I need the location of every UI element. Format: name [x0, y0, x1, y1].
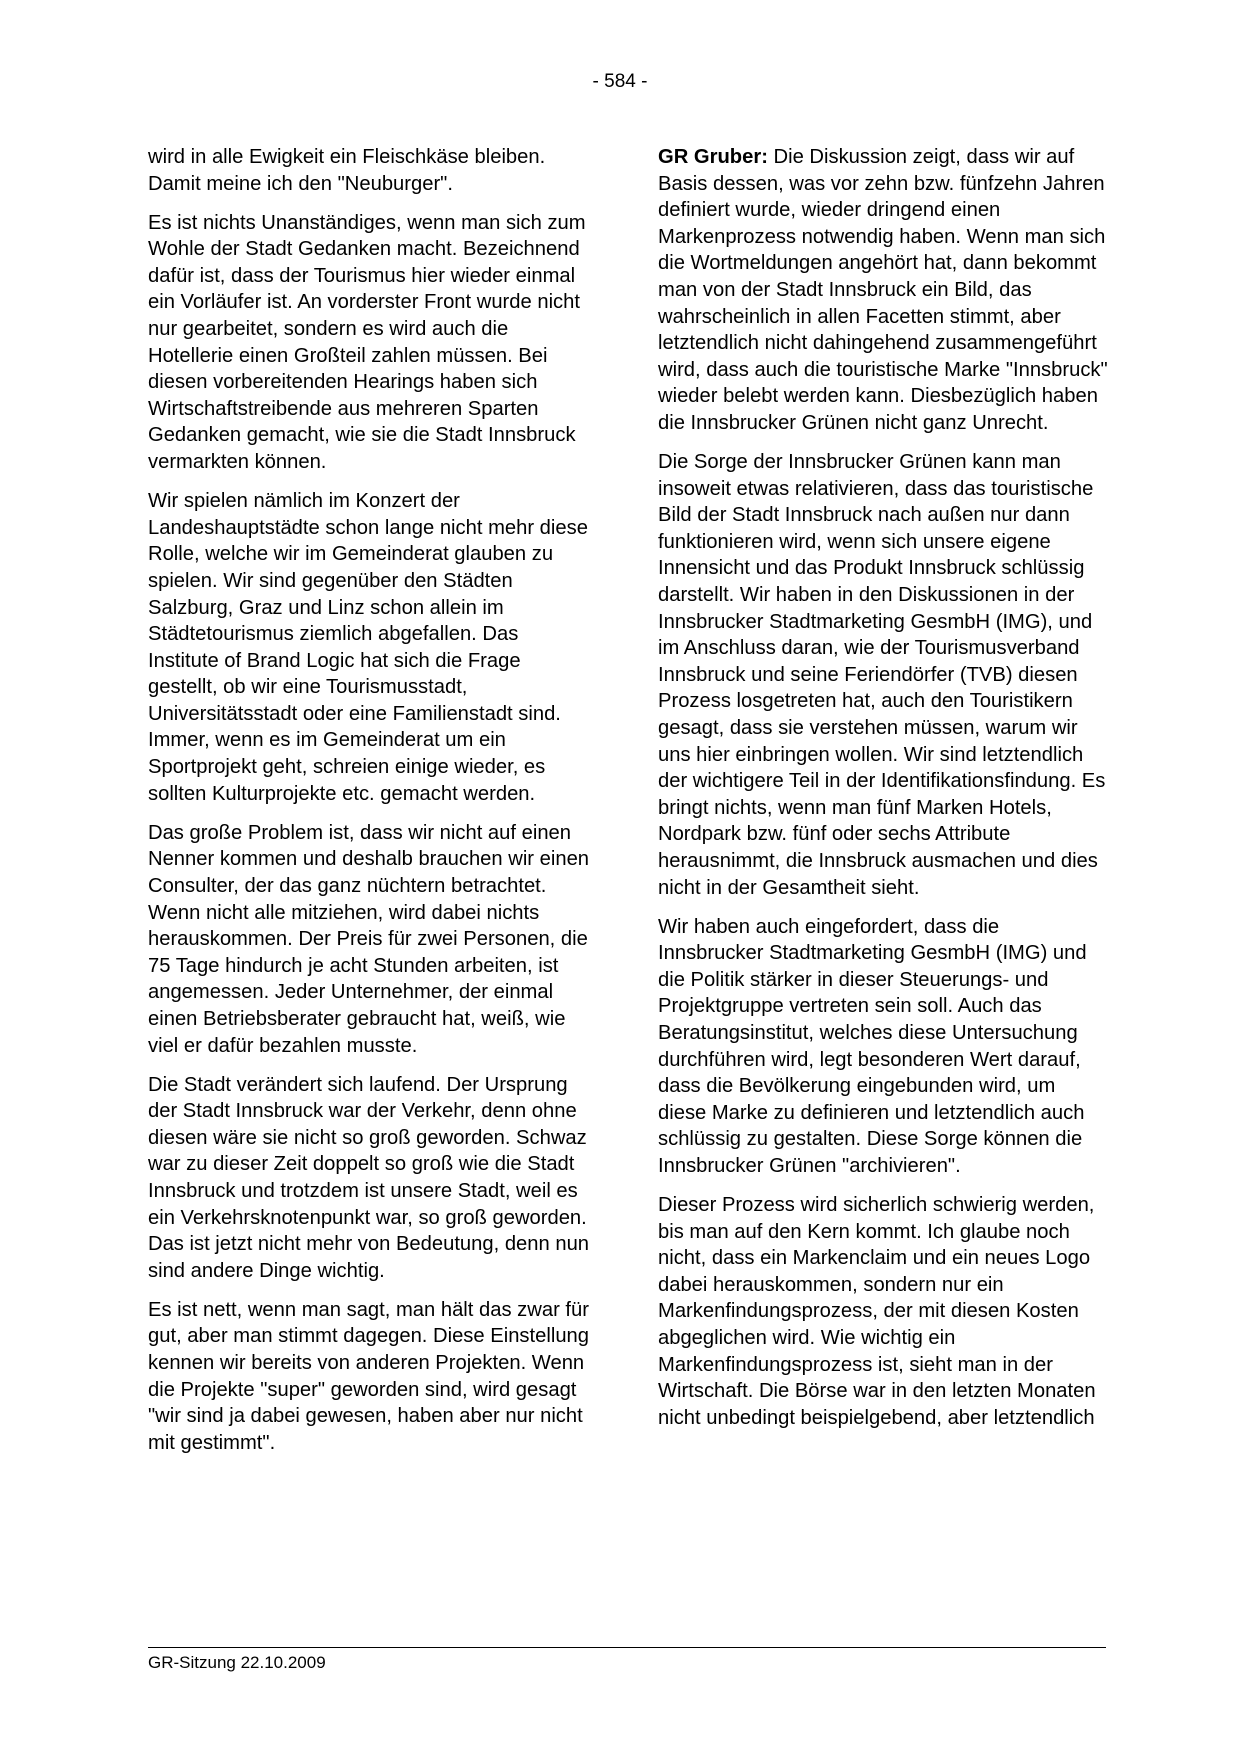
page-number: - 584 -: [592, 71, 648, 92]
speaker-name: GR Gruber:: [658, 146, 768, 168]
right-column: [658, 144, 1108, 1444]
paragraph: Die Stadt verändert sich laufend. Der Ursprung der Stadt Innsbruck war der Verkehr, denn ohne diesen wäre sie nicht so groß geworden. Schwaz war zu dieser Zeit doppelt so groß wie die Stadt Innsbruck und trotzdem ist unsere Stadt, weil es ein Verkehrsknotenpunkt war, so groß geworden. Das ist jetzt nicht mehr von Bedeutung, denn nun sind andere Dinge wichtig.: [148, 1073, 590, 1282]
footer-divider: [148, 1647, 1106, 1648]
paragraph: Die Sorge der Innsbrucker Grünen kann man insoweit etwas relativieren, dass das touristische Bild der Stadt Innsbruck nach außen nur dann funktionieren wird, wenn sich unsere eigene Innensicht und das Produkt Innsbruck schlüssig darstellt. Wir haben in den Diskussionen in der Innsbrucker Stadtmarketing GesmbH (IMG), und im Anschluss daran, wie der Tourismusverband Innsbruck und seine Feriendörfer (TVB) diesen Prozess losgetreten hat, auch den Touristikern gesagt, dass sie verstehen müssen, warum wir uns hier einbringen wollen. Wir sind letztendlich der wichtigere Teil in der Identifikationsfindung. Es bringt nichts, wenn man fünf Marken Hotels, Nordpark bzw. fünf oder sechs Attribute herausnimmt, die Innsbruck ausmachen und dies nicht in der Gesamtheit sieht.: [658, 451, 1106, 899]
paragraph: wird in alle Ewigkeit ein Fleischkäse bleiben. Damit meine ich den "Neuburger".: [148, 146, 546, 195]
paragraph: Wir haben auch eingefordert, dass die Innsbrucker Stadtmarketing GesmbH (IMG) und die Politik stärker in dieser Steuerungs- und Projektgruppe vertreten sein soll. Auch das Beratungsinstitut, welches diese Untersuchung durchführen wird, legt besonderen Wert darauf, dass die Bevölkerung eingebunden wird, um diese Marke zu definieren und letztendlich auch schlüssig zu gestalten. Diese Sorge können die Innsbrucker Grünen "archivieren".: [658, 915, 1087, 1177]
paragraph: Dieser Prozess wird sicherlich schwierig werden, bis man auf den Kern kommt. Ich glaube noch nicht, dass ein Markenclaim und ein neues Logo dabei herauskommen, sondern nur ein Markenfindungsprozess, der mit diesen Kosten abgeglichen wird. Wie wichtig ein Markenfindungsprozess ist, sieht man in der Wirtschaft. Die Börse war in den letzten Monaten nicht unbedingt beispielgebend, aber letztendlich: [658, 1194, 1096, 1429]
paragraph: Es ist nett, wenn man sagt, man hält das zwar für gut, aber man stimmt dagegen. Diese Einstellung kennen wir bereits von anderen Projekten. Wenn die Projekte "super" geworden sind, wird gesagt "wir sind ja dabei gewesen, haben aber nur nicht mit gestimmt".: [148, 1298, 590, 1454]
paragraph: Wir spielen nämlich im Konzert der Landeshauptstädte schon lange nicht mehr diese Rolle, welche wir im Gemeinderat glauben zu spielen. Wir sind gegenüber den Städten Salzburg, Graz und Linz schon allein im Städtetourismus ziemlich abgefallen. Das Institute of Brand Logic hat sich die Frage gestellt, ob wir eine Tourismusstadt, Universitätsstadt oder eine Familienstadt sind. Immer, wenn es im Gemeinderat um ein Sportprojekt geht, schreien einige wieder, es sollten Kulturprojekte etc. gemacht werden.: [148, 490, 588, 805]
speaker-statement: Die Diskussion zeigt, dass wir auf Basis dessen, was vor zehn bzw. fünfzehn Jahren definiert wurde, wieder dringend einen Markenprozess notwendig haben. Wenn man sich die Wortmeldungen angehört hat, dann bekommt man von der Stadt Innsbruck ein Bild, das wahrscheinlich in allen Facetten stimmt, aber letztendlich nicht dahingehend zusammengeführt wird, dass auch die touristische Marke "Innsbruck" wieder belebt werden kann. Diesbezüglich haben die Innsbrucker Grünen nicht ganz Unrecht.: [658, 146, 1108, 434]
paragraph: Es ist nichts Unanständiges, wenn man sich zum Wohle der Stadt Gedanken macht. Bezeichnend dafür ist, dass der Tourismus hier wieder einmal ein Vorläufer ist. An vorderster Front wurde nicht nur gearbeitet, sondern es wird auch die Hotellerie einen Großteil zahlen müssen. Bei diesen vorbereitenden Hearings haben sich Wirtschaftstreibende aus mehreren Sparten Gedanken gemacht, wie sie die Stadt Innsbruck vermarkten können.: [148, 211, 586, 474]
footer-session-date: GR-Sitzung 22.10.2009: [148, 1653, 326, 1672]
paragraph: Das große Problem ist, dass wir nicht auf einen Nenner kommen und deshalb brauchen wir einen Consulter, der das ganz nüchtern betrachtet. Wenn nicht alle mitziehen, wird dabei nichts herauskommen. Der Preis für zwei Personen, die 75 Tage hindurch je acht Stunden arbeiten, ist angemessen. Jeder Unternehmer, der einmal einen Betriebsberater gebraucht hat, weiß, wie viel er dafür bezahlen musste.: [148, 821, 590, 1057]
left-column: [148, 144, 593, 1469]
speaker-paragraph: [658, 144, 1108, 437]
